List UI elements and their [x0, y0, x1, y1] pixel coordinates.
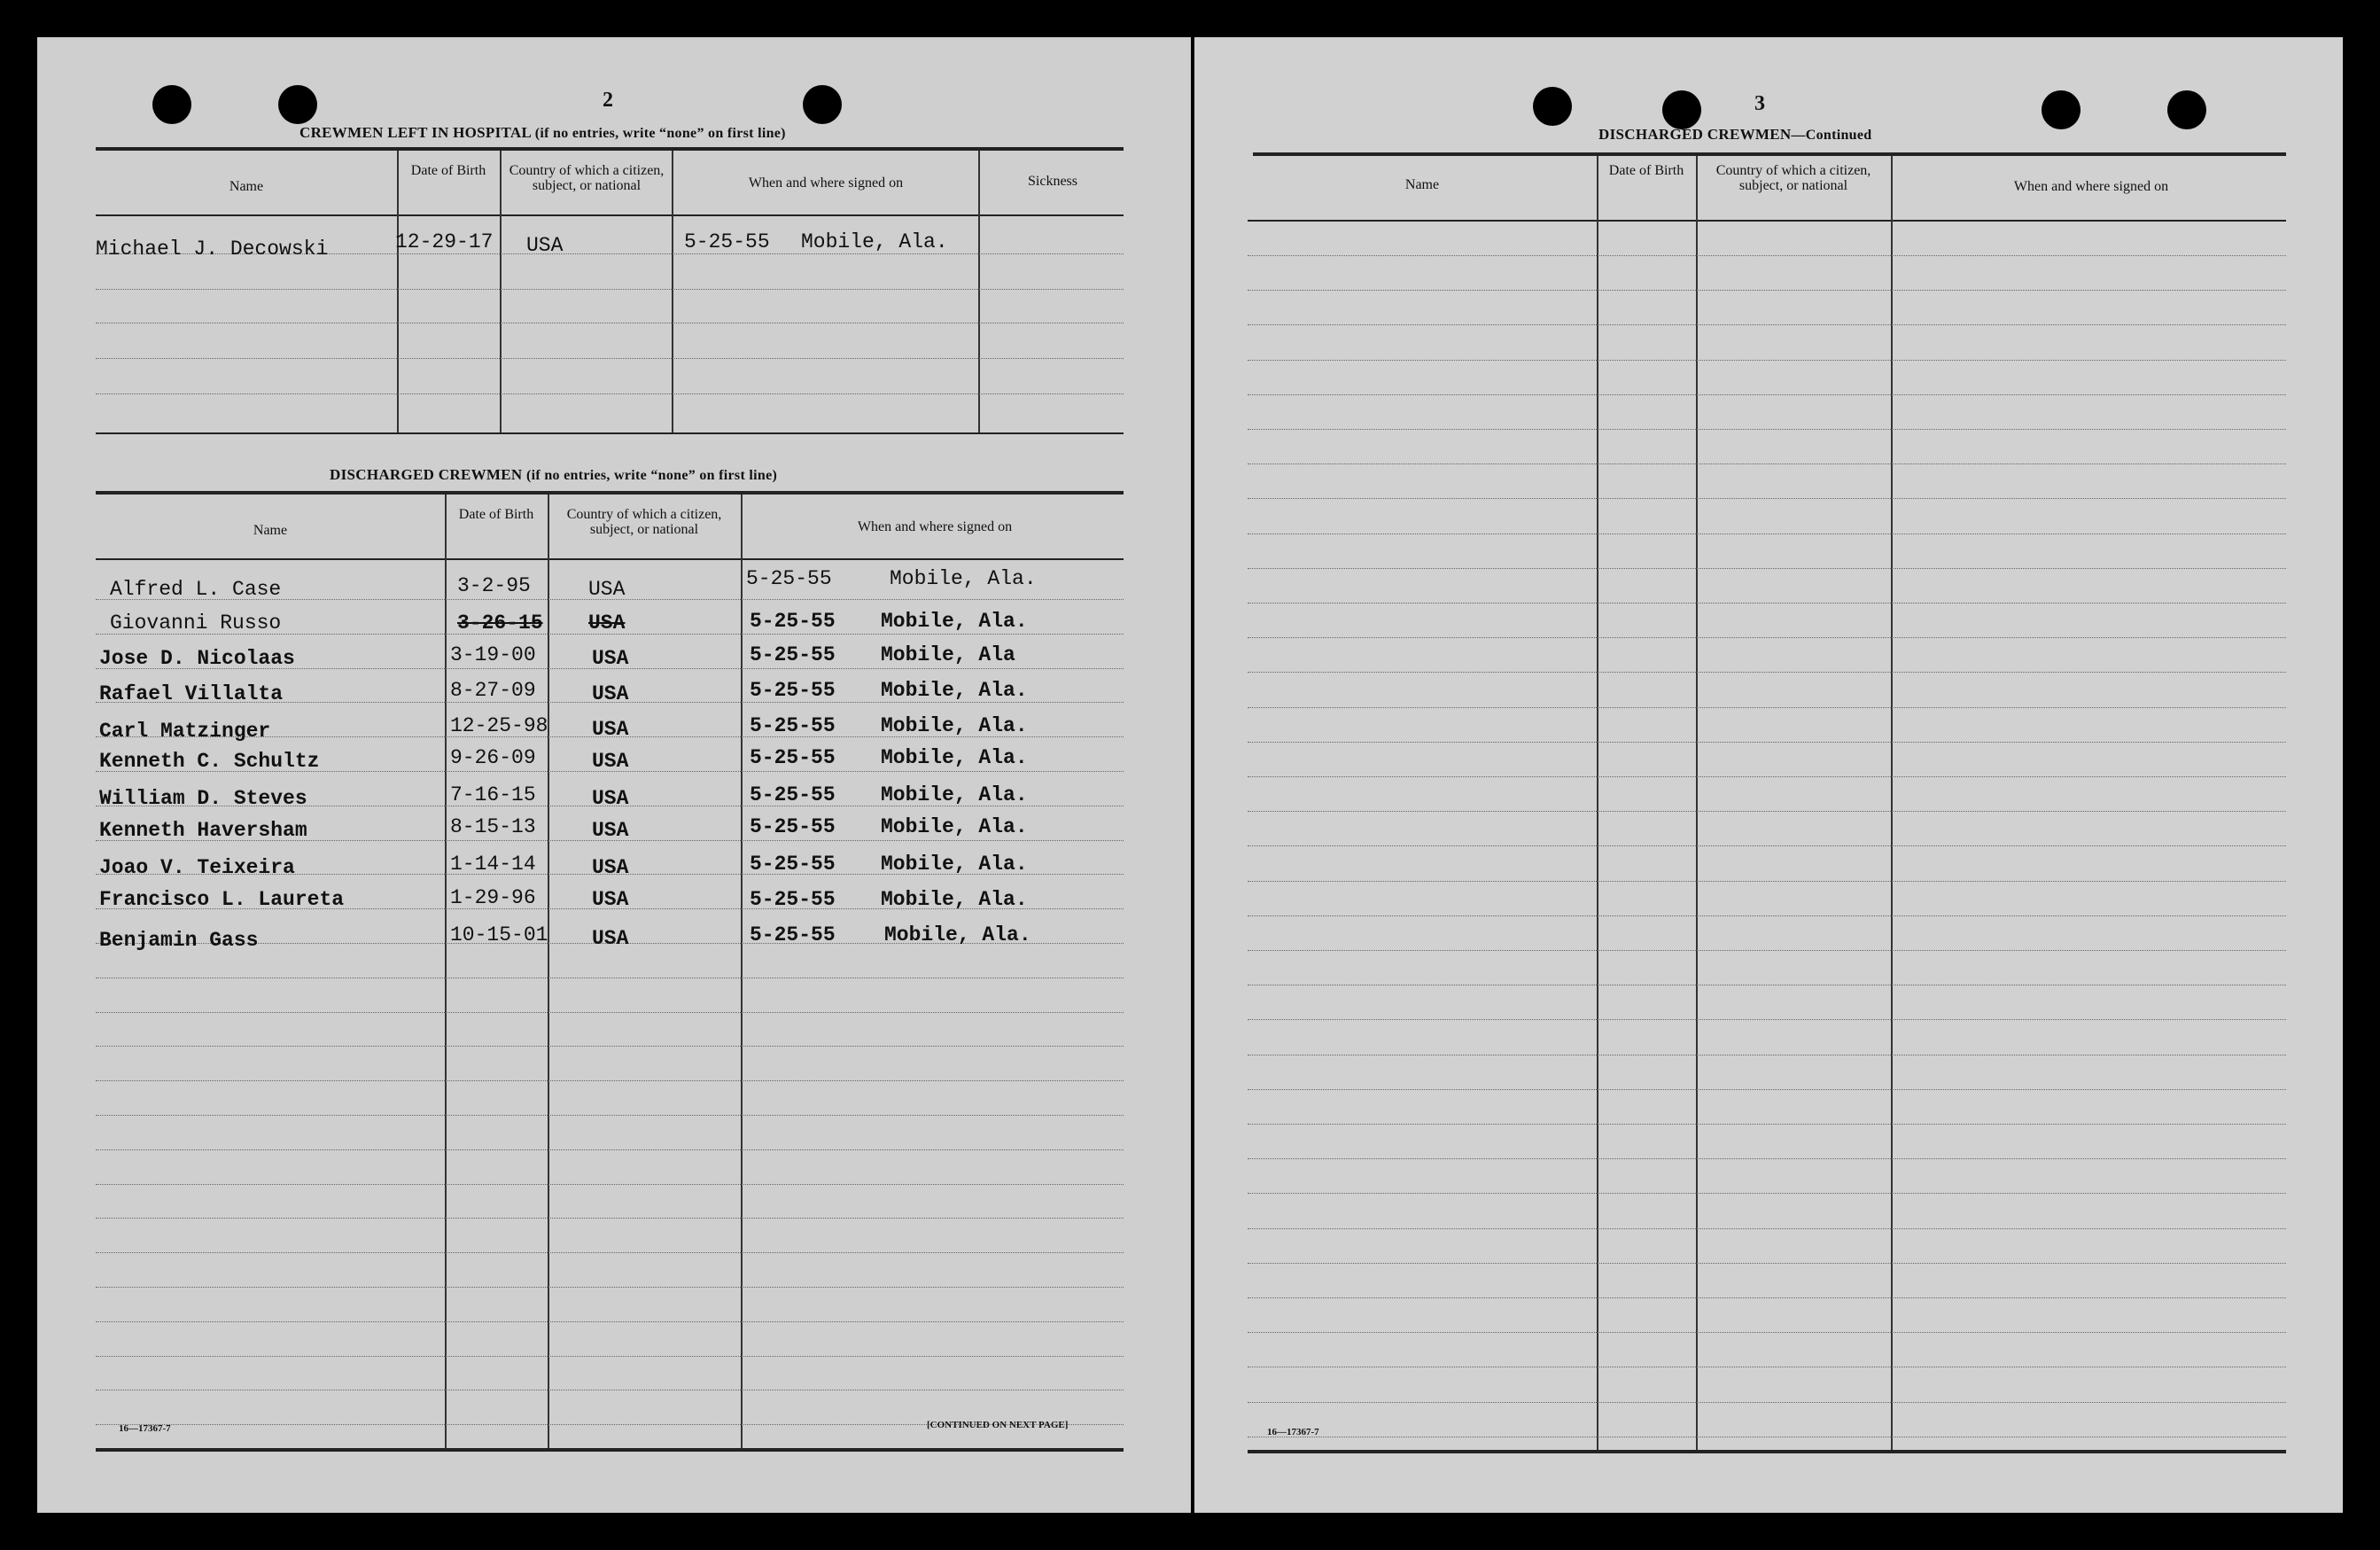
hospital-header-sickness: Sickness	[1028, 174, 1077, 189]
hospital-row-place: Mobile, Ala.	[801, 230, 948, 253]
continued-header-signed: When and where signed on	[2013, 179, 2169, 194]
discharged-header-name: Name	[253, 523, 288, 538]
page-number: 2	[603, 89, 613, 112]
continued-header-name: Name	[1404, 177, 1440, 192]
hospital-header-country: Country of which a citizen, subject, or national	[509, 163, 665, 193]
ruled-line	[96, 1012, 1124, 1013]
ruled-line	[1248, 1297, 2286, 1298]
ruled-line	[1248, 429, 2286, 430]
ruled-line	[1248, 568, 2286, 569]
continued-note: [CONTINUED ON NEXT PAGE]	[927, 1420, 1069, 1430]
ruled-line	[1248, 1402, 2286, 1403]
ruled-line	[1248, 324, 2286, 325]
ruled-line	[1248, 603, 2286, 604]
ruled-line	[1248, 776, 2286, 777]
ruled-line	[1248, 950, 2286, 951]
ruled-line	[1248, 1019, 2286, 1020]
ruled-line	[96, 1149, 1124, 1150]
ruled-line	[1248, 360, 2286, 361]
ruled-line	[1248, 1089, 2286, 1090]
page-number: 3	[1754, 92, 1765, 115]
hospital-row-name: Michael J. Decowski	[96, 238, 329, 261]
ruled-line	[96, 1218, 1124, 1219]
ruled-line	[96, 1046, 1124, 1047]
ruled-line	[1248, 463, 2286, 464]
punch-hole	[1533, 87, 1572, 126]
ruled-line	[1248, 255, 2286, 256]
discharged-section-title: DISCHARGED CREWMEN (if no entries, write “none” on first line)	[330, 466, 778, 483]
punch-hole	[1662, 90, 1701, 129]
hospital-header-dob: Date of Birth	[410, 163, 486, 178]
ruled-line	[1248, 707, 2286, 708]
continued-header-country: Country of which a citizen, subject, or national	[1715, 163, 1871, 193]
ruled-line	[1248, 1124, 2286, 1125]
hospital-row-dob: 12-29-17	[395, 230, 494, 253]
punch-hole	[803, 85, 842, 124]
continued-header-dob: Date of Birth	[1608, 163, 1684, 178]
ruled-line	[1248, 1158, 2286, 1159]
hospital-header-signed: When and where signed on	[748, 175, 904, 191]
ruled-line	[1248, 498, 2286, 499]
ruled-line	[96, 1115, 1124, 1116]
ruled-line	[96, 1080, 1124, 1081]
punch-hole	[2042, 90, 2081, 129]
ruled-line	[1248, 845, 2286, 846]
discharged-header-signed: When and where signed on	[857, 519, 1013, 534]
ruled-line	[1248, 881, 2286, 882]
ruled-line	[1248, 290, 2286, 291]
left-page: 2 CREWMEN LEFT IN HOSPITAL (if no entries, write “none” on first line) Name Date of Birth Country of which a citizen, subject, or national When and where signed on Sickness Michael J. Decowski 12-29-17 USA 5-25-55 Mobile, Ala. DISCHARGED CREWMEN (if no entries, write “none” on first line) Name Date of Birth Country of which a citizen, subject, or national When and where signed on Alfred L. Case 3-2-95 USA 5-25-55 Mobile, Ala. Giovanni Russo 3-26-15 USA 5-25-55 Mobile, Ala. Jose D. Nicolaas 3-19-00 USA 5-25-55 Mobile, Ala Rafael Villalta 8-27-09 USA 5-25-55 Mobile, Ala. Carl Matzinger 12-25-98 USA 5-25-55 Mobile, Ala. Kenneth C. Schultz 9-26-09 USA 5-25-55 Mobile, Ala. William D. Steves 7-16-15 USA 5-25-55 Mobile, Ala. Kenneth Haversham 8-15-13 USA 5-25-55 Mobile, Ala. Joao V. Teixeira 1-14-14 USA 5-25-55 Mobile, Ala. Francisco L. Laureta 1-29-96 USA 5-25-55 Mobile, Ala. Benjamin Gass 10-15-01 USA 5-25-55 Mobile, Ala. 16—17367-7 [CONTINUED ON NEXT PAGE]	[37, 37, 1191, 1513]
discharged-header-country: Country of which a citizen, subject, or national	[566, 507, 722, 537]
hospital-row-country: USA	[526, 234, 564, 257]
hospital-row-date: 5-25-55	[684, 230, 770, 253]
discharged-header-dob: Date of Birth	[458, 507, 534, 522]
form-number: 16—17367-7	[1267, 1427, 1319, 1437]
ruled-line	[1248, 1228, 2286, 1229]
right-page	[1194, 37, 2343, 1513]
form-number: 16—17367-7	[119, 1423, 171, 1434]
ruled-line	[1248, 672, 2286, 673]
punch-hole	[278, 85, 317, 124]
ruled-line	[1248, 1263, 2286, 1264]
ruled-line	[96, 1287, 1124, 1288]
discharged-continued-title: DISCHARGED CREWMEN—Continued	[1598, 126, 1872, 143]
ruled-line	[96, 1321, 1124, 1322]
hospital-header-name: Name	[229, 179, 264, 194]
ruled-line	[1248, 637, 2286, 638]
ruled-line	[1248, 1193, 2286, 1194]
ruled-line	[1248, 742, 2286, 743]
ruled-line	[1248, 394, 2286, 395]
ruled-line	[96, 1356, 1124, 1357]
ruled-line	[96, 1252, 1124, 1253]
punch-hole	[152, 85, 191, 124]
punch-hole	[2167, 90, 2206, 129]
ruled-line	[1248, 811, 2286, 812]
ruled-line	[1248, 915, 2286, 916]
ruled-line	[1248, 1332, 2286, 1333]
hospital-section-title: CREWMEN LEFT IN HOSPITAL (if no entries, write “none” on first line)	[299, 124, 786, 141]
ruled-line	[96, 1184, 1124, 1185]
